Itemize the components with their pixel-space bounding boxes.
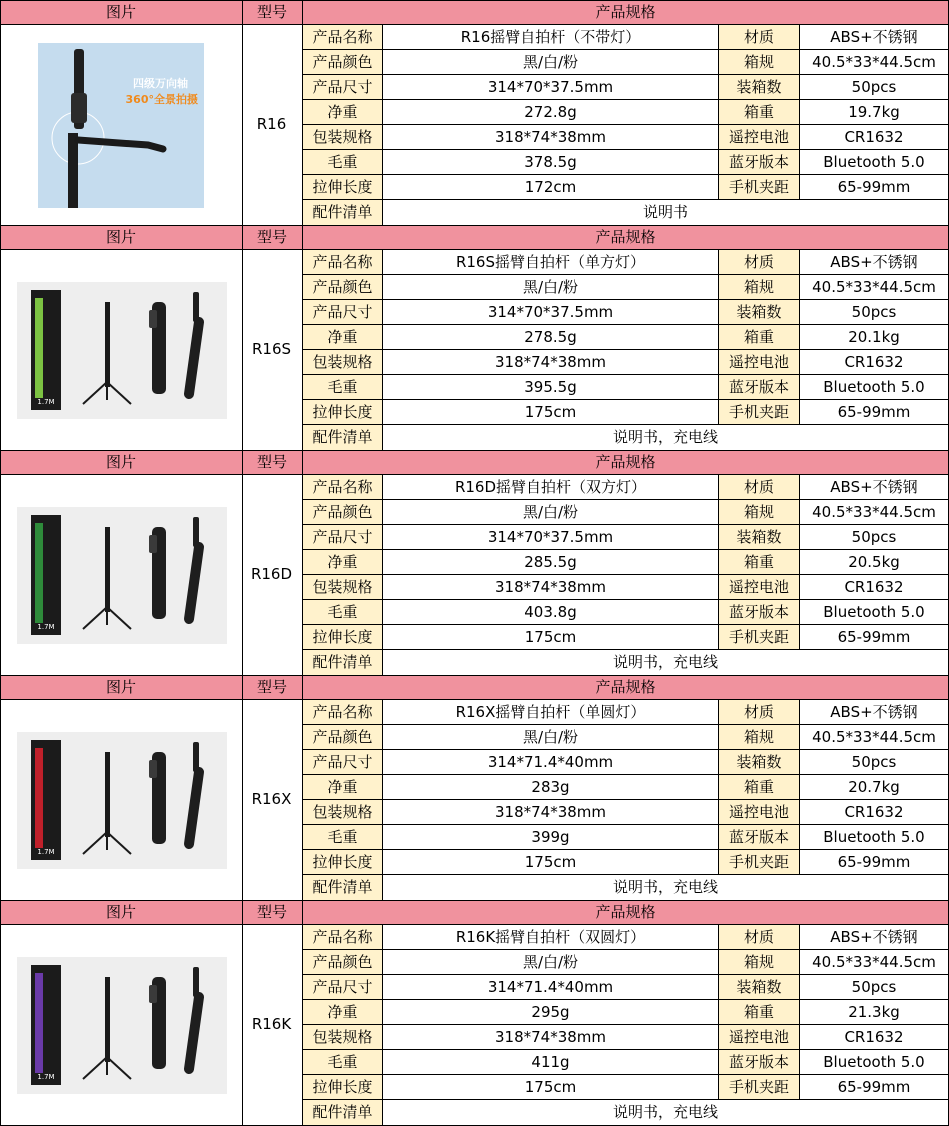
grid-line <box>302 949 949 950</box>
spec-label-color: 产品颜色 <box>303 50 382 75</box>
spec-label-clip: 手机夹距 <box>719 625 799 650</box>
grid-line <box>799 474 800 650</box>
spec-value-name: R16摇臂自拍杆（不带灯） <box>460 28 641 46</box>
header-image: 图片 <box>105 228 136 246</box>
grid-line <box>718 699 719 875</box>
grid-line <box>242 225 243 450</box>
spec-value-stretch: 175cm <box>524 853 577 871</box>
header-image: 图片 <box>105 453 136 471</box>
spec-label-stretch: 拉伸长度 <box>303 625 382 650</box>
spec-value-color: 黑/白/粉 <box>522 53 579 71</box>
grid-line <box>302 299 949 300</box>
spec-label-color: 产品颜色 <box>303 275 382 300</box>
spec-value-battery: CR1632 <box>844 578 904 596</box>
spec-value-material: ABS+不锈钢 <box>830 703 918 721</box>
header-image: 图片 <box>105 903 136 921</box>
grid-line <box>799 24 800 200</box>
grid-line <box>0 450 949 451</box>
spec-label-material: 材质 <box>719 700 799 725</box>
package-length-badge: 1.7M <box>37 848 55 856</box>
spec-label-boxw: 箱重 <box>719 325 799 350</box>
spec-value-size: 314*71.4*40mm <box>487 978 614 996</box>
grid-line <box>302 124 949 125</box>
spec-value-acc: 说明书，充电线 <box>612 653 718 671</box>
spec-value-name: R16S摇臂自拍杆（单方灯） <box>455 253 646 271</box>
product-photo <box>17 732 227 869</box>
spec-label-material: 材质 <box>719 250 799 275</box>
spec-value-battery: CR1632 <box>844 353 904 371</box>
spec-label-boxw: 箱重 <box>719 1000 799 1025</box>
spec-value-bt: Bluetooth 5.0 <box>823 153 925 171</box>
table-header-row <box>0 0 949 24</box>
grid-line <box>302 574 949 575</box>
model-number: R16 <box>256 115 287 133</box>
spec-value-pack: 318*74*38mm <box>494 803 607 821</box>
header-model: 型号 <box>256 903 287 921</box>
grid-line <box>302 774 949 775</box>
spec-label-stretch: 拉伸长度 <box>303 400 382 425</box>
spec-label-carton: 箱规 <box>719 725 799 750</box>
grid-line <box>302 274 949 275</box>
product-photo <box>38 43 204 208</box>
model-number: R16D <box>250 565 293 583</box>
spec-label-bt: 蓝牙版本 <box>719 150 799 175</box>
grid-line <box>302 399 949 400</box>
package-accent-stripe <box>35 523 43 623</box>
spec-label-color: 产品颜色 <box>303 725 382 750</box>
spec-label-net: 净重 <box>303 550 382 575</box>
header-image: 图片 <box>105 678 136 696</box>
product-block <box>0 900 949 1125</box>
spec-label-boxw: 箱重 <box>719 775 799 800</box>
spec-value-gross: 411g <box>531 1053 570 1071</box>
spec-value-battery: CR1632 <box>844 803 904 821</box>
spec-label-acc: 配件清单 <box>303 1100 382 1125</box>
spec-label-bt: 蓝牙版本 <box>719 600 799 625</box>
grid-line <box>799 699 800 875</box>
photo-caption-1: 四级万向轴 <box>133 77 188 90</box>
spec-label-size: 产品尺寸 <box>303 750 382 775</box>
grid-line <box>302 74 949 75</box>
spec-value-material: ABS+不锈钢 <box>830 928 918 946</box>
spec-value-qty: 50pcs <box>851 78 897 96</box>
spec-label-gross: 毛重 <box>303 600 382 625</box>
grid-line <box>302 1074 949 1075</box>
fill-light <box>149 760 157 778</box>
product-block <box>0 225 949 450</box>
grid-line <box>302 900 303 1125</box>
header-spec: 产品规格 <box>595 678 656 696</box>
spec-label-bt: 蓝牙版本 <box>719 825 799 850</box>
grid-line <box>0 924 949 925</box>
selfie-stick-set-illustration <box>17 957 227 1094</box>
grid-line <box>0 24 949 25</box>
grid-line <box>302 0 303 225</box>
spec-label-stretch: 拉伸长度 <box>303 1075 382 1100</box>
grid-line <box>799 924 800 1100</box>
spec-value-stretch: 172cm <box>524 178 577 196</box>
spec-value-color: 黑/白/粉 <box>522 953 579 971</box>
spec-value-qty: 50pcs <box>851 528 897 546</box>
spec-value-qty: 50pcs <box>851 753 897 771</box>
grid-line <box>242 450 243 675</box>
grid-line <box>302 499 949 500</box>
spec-label-clip: 手机夹距 <box>719 850 799 875</box>
grid-line <box>302 724 949 725</box>
grid-line <box>302 874 949 875</box>
grid-line <box>302 599 949 600</box>
header-spec: 产品规格 <box>595 228 656 246</box>
fill-light <box>149 535 157 553</box>
model-number: R16X <box>251 790 292 808</box>
spec-label-net: 净重 <box>303 775 382 800</box>
fill-light <box>149 985 157 1003</box>
header-model: 型号 <box>256 453 287 471</box>
spec-value-net: 283g <box>531 778 570 796</box>
spec-label-pack: 包装规格 <box>303 350 382 375</box>
spec-label-qty: 装箱数 <box>719 300 799 325</box>
header-image: 图片 <box>105 3 136 21</box>
product-image-cell <box>1 700 241 899</box>
spec-value-pack: 318*74*38mm <box>494 578 607 596</box>
product-image-cell <box>1 25 241 224</box>
spec-label-battery: 遥控电池 <box>719 350 799 375</box>
spec-value-stretch: 175cm <box>524 1078 577 1096</box>
grid-line <box>382 24 383 225</box>
grid-line <box>718 924 719 1100</box>
grid-line <box>302 749 949 750</box>
grid-line <box>382 474 383 675</box>
spec-value-boxw: 19.7kg <box>848 103 900 121</box>
spec-label-pack: 包装规格 <box>303 125 382 150</box>
spec-label-battery: 遥控电池 <box>719 1025 799 1050</box>
stick-pole <box>68 133 78 208</box>
grid-line <box>302 424 949 425</box>
grid-line <box>0 225 949 226</box>
spec-label-battery: 遥控电池 <box>719 575 799 600</box>
spec-value-boxw: 20.1kg <box>848 328 900 346</box>
package-length-badge: 1.7M <box>37 623 55 631</box>
spec-label-stretch: 拉伸长度 <box>303 175 382 200</box>
spec-label-material: 材质 <box>719 925 799 950</box>
grid-line <box>302 349 949 350</box>
selfie-stick-illustration <box>38 43 204 208</box>
spec-value-acc: 说明书，充电线 <box>612 1103 718 1121</box>
spec-label-name: 产品名称 <box>303 925 382 950</box>
spec-label-bt: 蓝牙版本 <box>719 375 799 400</box>
grid-line <box>0 249 949 250</box>
spec-label-qty: 装箱数 <box>719 750 799 775</box>
grid-line <box>302 225 303 450</box>
spec-label-net: 净重 <box>303 100 382 125</box>
spec-label-gross: 毛重 <box>303 825 382 850</box>
grid-line <box>302 1024 949 1025</box>
grid-line <box>0 0 1 225</box>
package-length-badge: 1.7M <box>37 1073 55 1081</box>
spec-label-material: 材质 <box>719 25 799 50</box>
grid-line <box>242 0 243 225</box>
grid-line <box>0 699 949 700</box>
spec-value-clip: 65-99mm <box>837 403 911 421</box>
grid-line <box>302 49 949 50</box>
package-length-badge: 1.7M <box>37 398 55 406</box>
spec-value-battery: CR1632 <box>844 128 904 146</box>
grid-line <box>0 0 949 1</box>
grid-line <box>382 699 383 900</box>
spec-value-acc: 说明书 <box>642 203 688 221</box>
grid-line <box>302 849 949 850</box>
spec-label-carton: 箱规 <box>719 950 799 975</box>
spec-value-carton: 40.5*33*44.5cm <box>812 503 936 521</box>
grid-line <box>302 999 949 1000</box>
spec-label-clip: 手机夹距 <box>719 175 799 200</box>
spec-value-carton: 40.5*33*44.5cm <box>812 53 936 71</box>
grid-line <box>302 324 949 325</box>
spec-label-stretch: 拉伸长度 <box>303 850 382 875</box>
spec-value-color: 黑/白/粉 <box>522 278 579 296</box>
spec-value-carton: 40.5*33*44.5cm <box>812 278 936 296</box>
spec-label-material: 材质 <box>719 475 799 500</box>
selfie-stick-set-illustration <box>17 282 227 419</box>
spec-value-gross: 395.5g <box>524 378 577 396</box>
grid-line <box>382 924 383 1125</box>
spec-label-qty: 装箱数 <box>719 975 799 1000</box>
spec-label-name: 产品名称 <box>303 25 382 50</box>
spec-label-boxw: 箱重 <box>719 550 799 575</box>
spec-value-acc: 说明书，充电线 <box>612 428 718 446</box>
grid-line <box>302 624 949 625</box>
grid-line <box>302 174 949 175</box>
grid-line <box>302 450 303 675</box>
product-block <box>0 675 949 900</box>
photo-background <box>38 43 204 208</box>
spec-value-name: R16K摇臂自拍杆（双圆灯） <box>455 928 646 946</box>
spec-value-bt: Bluetooth 5.0 <box>823 828 925 846</box>
header-model: 型号 <box>256 678 287 696</box>
header-spec: 产品规格 <box>595 903 656 921</box>
spec-label-pack: 包装规格 <box>303 800 382 825</box>
spec-label-acc: 配件清单 <box>303 875 382 900</box>
grid-line <box>302 549 949 550</box>
package-accent-stripe <box>35 748 43 848</box>
spec-label-color: 产品颜色 <box>303 500 382 525</box>
spec-label-net: 净重 <box>303 325 382 350</box>
spec-value-stretch: 175cm <box>524 628 577 646</box>
spec-value-qty: 50pcs <box>851 978 897 996</box>
spec-value-battery: CR1632 <box>844 1028 904 1046</box>
spec-value-size: 314*70*37.5mm <box>487 78 614 96</box>
spec-label-carton: 箱规 <box>719 275 799 300</box>
grid-line <box>0 900 1 1125</box>
spec-label-size: 产品尺寸 <box>303 300 382 325</box>
header-spec: 产品规格 <box>595 453 656 471</box>
grid-line <box>0 450 1 675</box>
spec-label-name: 产品名称 <box>303 475 382 500</box>
spec-value-carton: 40.5*33*44.5cm <box>812 728 936 746</box>
tripod-pole <box>105 977 110 1062</box>
spec-label-bt: 蓝牙版本 <box>719 1050 799 1075</box>
spec-value-gross: 378.5g <box>524 153 577 171</box>
grid-line <box>0 474 949 475</box>
grid-line <box>0 225 1 450</box>
product-photo <box>17 282 227 419</box>
tripod-pole <box>105 752 110 837</box>
grid-line <box>302 649 949 650</box>
package-accent-stripe <box>35 973 43 1073</box>
header-spec: 产品规格 <box>595 3 656 21</box>
product-image-cell <box>1 475 241 674</box>
spec-value-gross: 399g <box>531 828 570 846</box>
product-image-cell <box>1 925 241 1124</box>
spec-value-gross: 403.8g <box>524 603 577 621</box>
table-header-row <box>0 450 949 474</box>
spec-label-boxw: 箱重 <box>719 100 799 125</box>
tripod-pole <box>105 527 110 612</box>
spec-value-material: ABS+不锈钢 <box>830 28 918 46</box>
spec-value-name: R16D摇臂自拍杆（双方灯） <box>454 478 647 496</box>
spec-value-qty: 50pcs <box>851 303 897 321</box>
tripod-pole <box>105 302 110 387</box>
grid-line <box>0 675 1 900</box>
grid-line <box>302 374 949 375</box>
package-accent-stripe <box>35 298 43 398</box>
grid-line <box>0 900 949 901</box>
spec-label-carton: 箱规 <box>719 50 799 75</box>
spec-value-net: 272.8g <box>524 103 577 121</box>
product-block <box>0 450 949 675</box>
grid-line <box>242 675 243 900</box>
spec-label-size: 产品尺寸 <box>303 525 382 550</box>
header-model: 型号 <box>256 3 287 21</box>
table-header-row <box>0 225 949 249</box>
spec-value-net: 278.5g <box>524 328 577 346</box>
fill-light <box>149 310 157 328</box>
spec-label-pack: 包装规格 <box>303 1025 382 1050</box>
grid-line <box>302 149 949 150</box>
grid-line <box>799 249 800 425</box>
grid-line <box>302 1099 949 1100</box>
product-photo <box>17 957 227 1094</box>
product-photo <box>17 507 227 644</box>
spec-label-pack: 包装规格 <box>303 575 382 600</box>
spec-value-color: 黑/白/粉 <box>522 728 579 746</box>
spec-label-net: 净重 <box>303 1000 382 1025</box>
spec-value-material: ABS+不锈钢 <box>830 478 918 496</box>
selfie-stick-set-illustration <box>17 507 227 644</box>
spec-label-clip: 手机夹距 <box>719 1075 799 1100</box>
grid-line <box>302 99 949 100</box>
spec-label-clip: 手机夹距 <box>719 400 799 425</box>
spec-label-gross: 毛重 <box>303 375 382 400</box>
grid-line <box>0 675 949 676</box>
spec-label-gross: 毛重 <box>303 150 382 175</box>
spec-label-size: 产品尺寸 <box>303 975 382 1000</box>
spec-label-name: 产品名称 <box>303 250 382 275</box>
spec-value-clip: 65-99mm <box>837 1078 911 1096</box>
spec-value-bt: Bluetooth 5.0 <box>823 603 925 621</box>
grid-line <box>302 824 949 825</box>
spec-value-pack: 318*74*38mm <box>494 1028 607 1046</box>
spec-label-gross: 毛重 <box>303 1050 382 1075</box>
spec-label-qty: 装箱数 <box>719 75 799 100</box>
spec-value-color: 黑/白/粉 <box>522 503 579 521</box>
spec-value-size: 314*70*37.5mm <box>487 528 614 546</box>
grid-line <box>302 1049 949 1050</box>
spec-value-material: ABS+不锈钢 <box>830 253 918 271</box>
table-header-row <box>0 900 949 924</box>
spec-value-bt: Bluetooth 5.0 <box>823 378 925 396</box>
spec-value-clip: 65-99mm <box>837 628 911 646</box>
spec-value-net: 285.5g <box>524 553 577 571</box>
grid-line <box>382 249 383 450</box>
spec-value-clip: 65-99mm <box>837 178 911 196</box>
spec-value-pack: 318*74*38mm <box>494 353 607 371</box>
table-header-row <box>0 675 949 699</box>
spec-label-qty: 装箱数 <box>719 525 799 550</box>
spec-value-name: R16X摇臂自拍杆（单圆灯） <box>455 703 646 721</box>
spec-value-acc: 说明书，充电线 <box>612 878 718 896</box>
spec-value-net: 295g <box>531 1003 570 1021</box>
product-image-cell <box>1 250 241 449</box>
spec-label-color: 产品颜色 <box>303 950 382 975</box>
grid-line <box>302 974 949 975</box>
grid-line <box>718 24 719 200</box>
header-model: 型号 <box>256 228 287 246</box>
spec-value-carton: 40.5*33*44.5cm <box>812 953 936 971</box>
grid-line <box>242 900 243 1125</box>
grid-line <box>302 199 949 200</box>
model-number: R16S <box>251 340 292 358</box>
selfie-stick-set-illustration <box>17 732 227 869</box>
grid-line <box>302 524 949 525</box>
spec-value-pack: 318*74*38mm <box>494 128 607 146</box>
spec-label-acc: 配件清单 <box>303 200 382 225</box>
model-number: R16K <box>251 1015 292 1033</box>
grid-line <box>718 249 719 425</box>
spec-value-stretch: 175cm <box>524 403 577 421</box>
spec-label-battery: 遥控电池 <box>719 125 799 150</box>
grid-line <box>302 675 303 900</box>
spec-value-clip: 65-99mm <box>837 853 911 871</box>
spec-value-size: 314*71.4*40mm <box>487 753 614 771</box>
spec-value-boxw: 21.3kg <box>848 1003 900 1021</box>
spec-value-bt: Bluetooth 5.0 <box>823 1053 925 1071</box>
spec-value-size: 314*70*37.5mm <box>487 303 614 321</box>
spec-value-boxw: 20.5kg <box>848 553 900 571</box>
spec-label-battery: 遥控电池 <box>719 800 799 825</box>
spec-label-size: 产品尺寸 <box>303 75 382 100</box>
grid-line <box>302 799 949 800</box>
spec-label-name: 产品名称 <box>303 700 382 725</box>
spec-label-carton: 箱规 <box>719 500 799 525</box>
spec-label-acc: 配件清单 <box>303 425 382 450</box>
arm-joint <box>71 93 87 123</box>
product-block <box>0 0 949 225</box>
grid-line <box>718 474 719 650</box>
spec-value-boxw: 20.7kg <box>848 778 900 796</box>
spec-label-acc: 配件清单 <box>303 650 382 675</box>
photo-caption-2: 360°全景拍摄 <box>125 93 198 106</box>
